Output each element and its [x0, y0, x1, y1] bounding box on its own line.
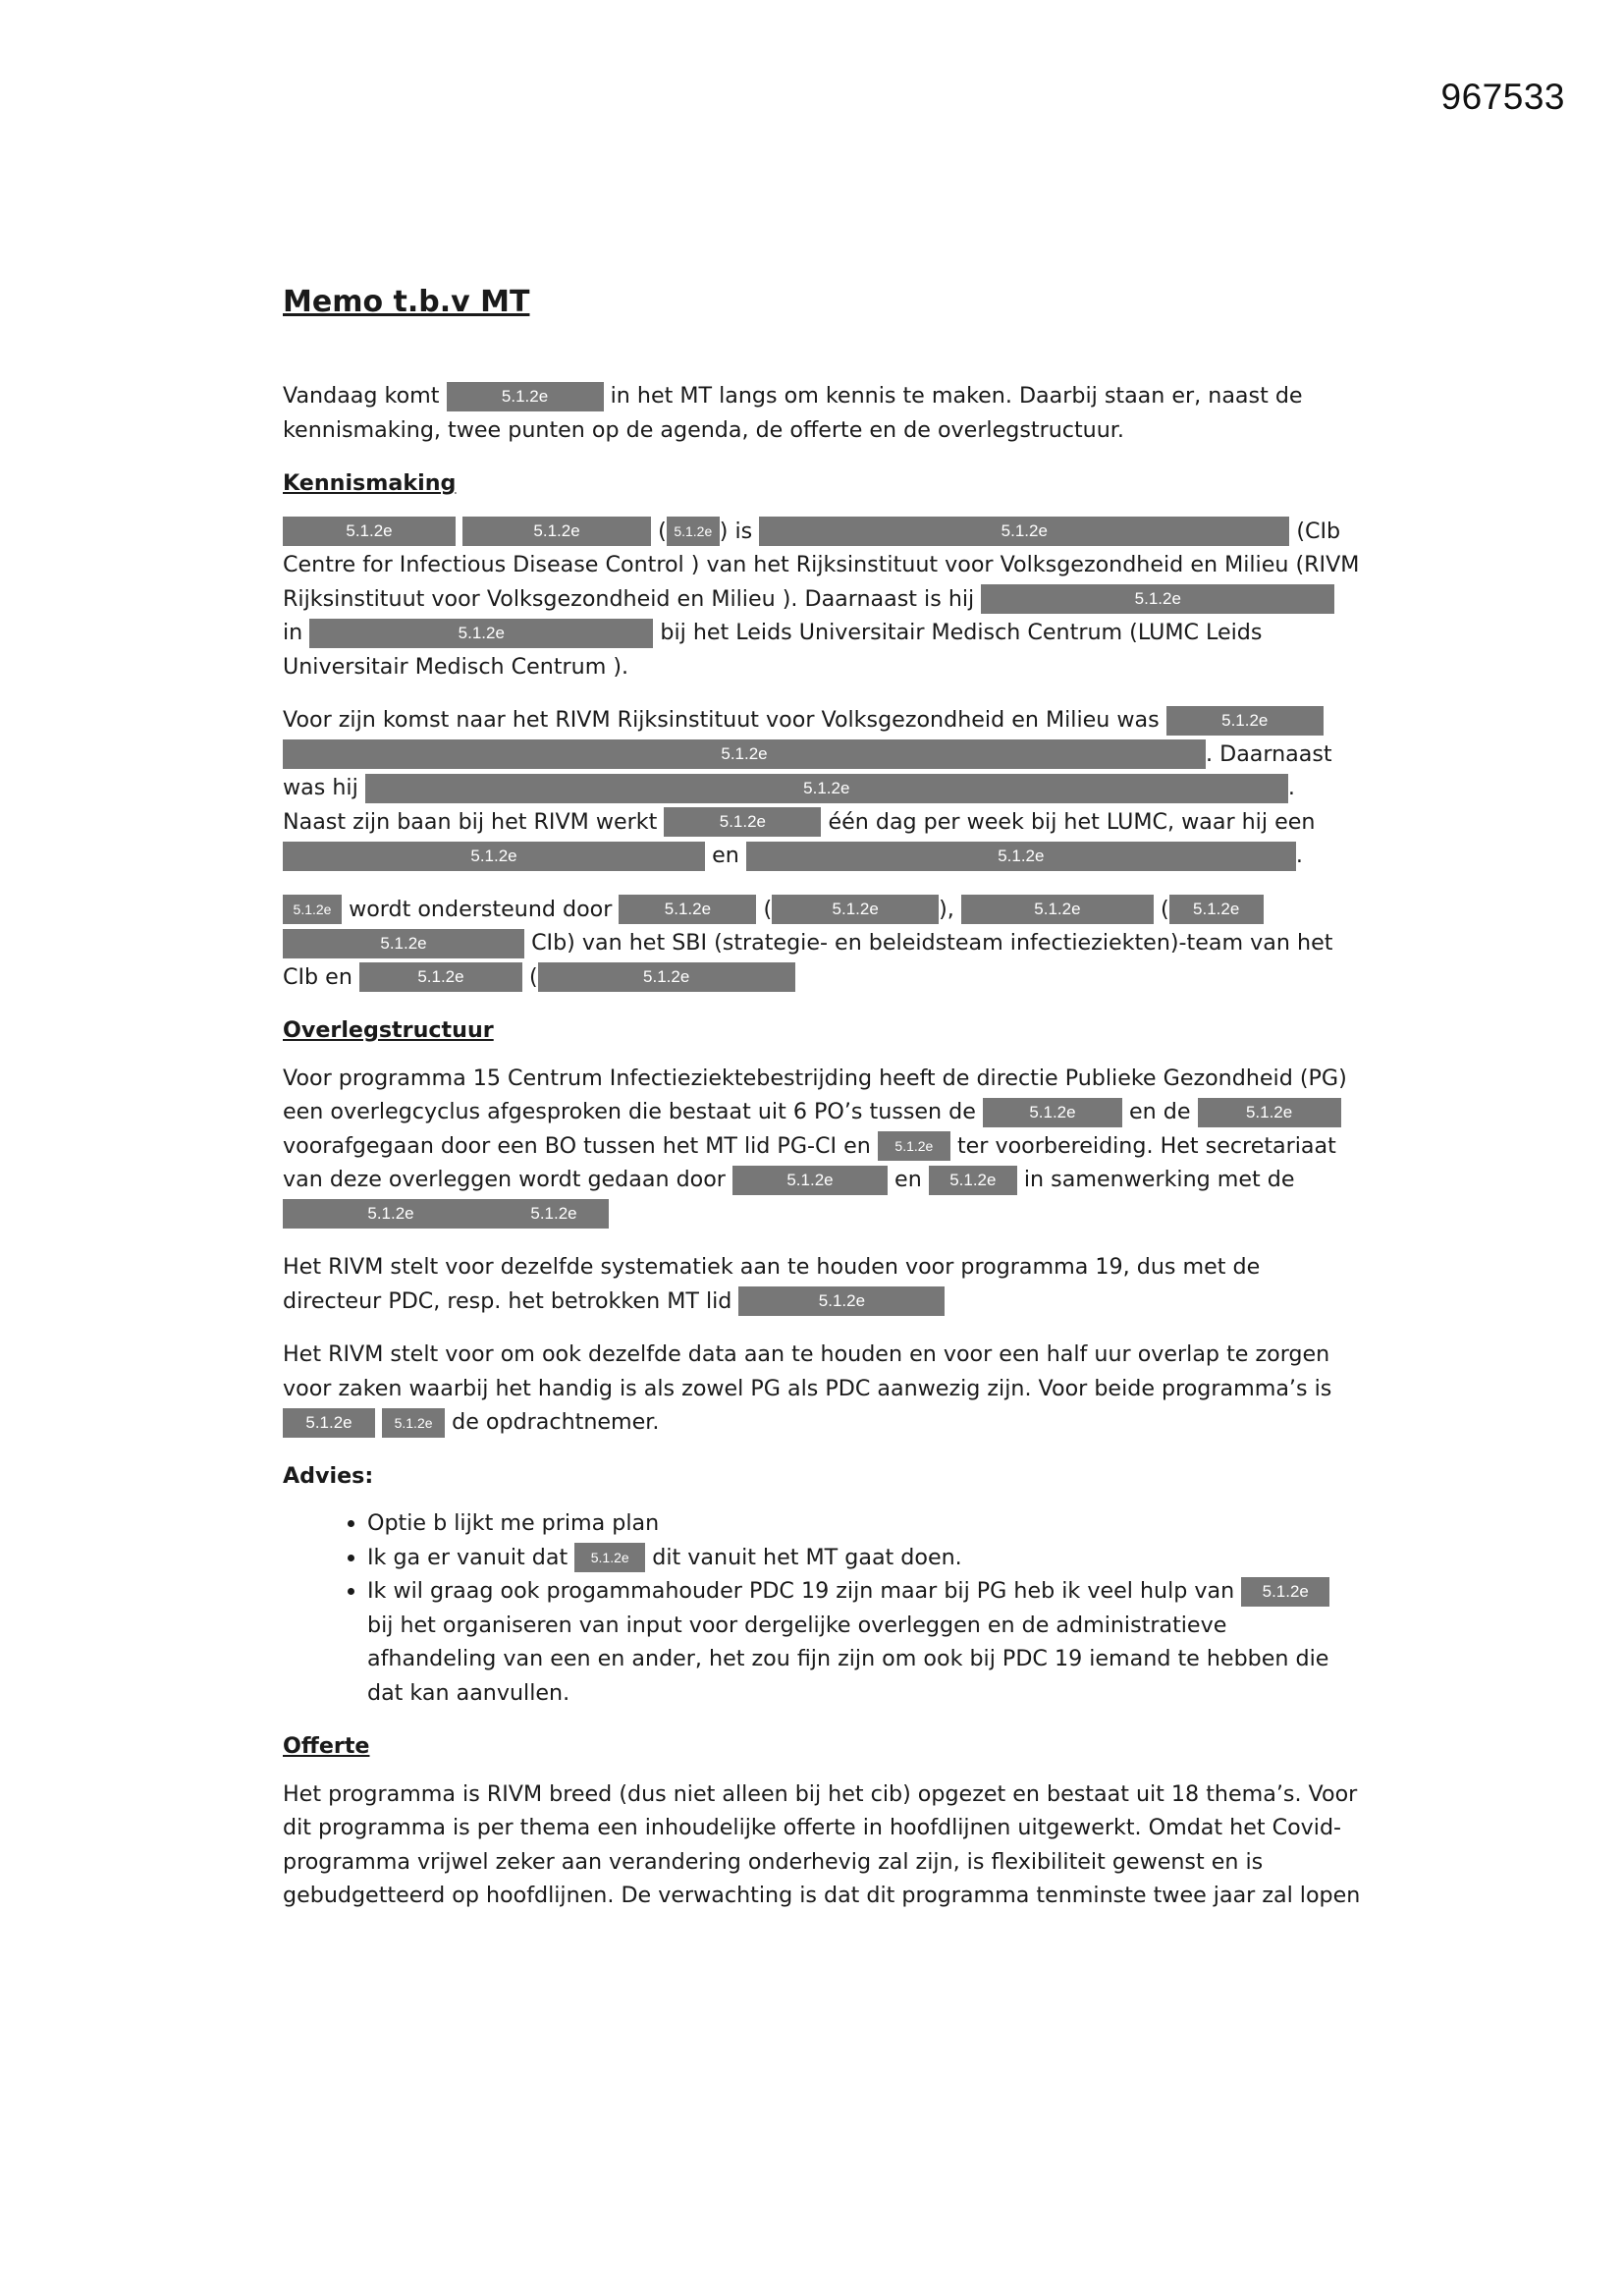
paragraph-text: ( — [529, 963, 538, 990]
paragraph-text: ) is — [719, 518, 753, 544]
redaction-box: 5.1.2e — [983, 1098, 1122, 1127]
paragraph-text: . — [1295, 843, 1303, 868]
redaction-box: 5.1.2e — [772, 895, 939, 924]
redaction-box: 5.1.2e — [283, 929, 524, 958]
redaction-box: 5.1.2e — [447, 382, 604, 411]
kennismaking-paragraph-3 — [283, 893, 1361, 995]
redaction-box: 5.1.2e — [499, 1199, 609, 1229]
paragraph-text: Naast zijn baan bij het RIVM werkt — [283, 808, 658, 835]
redaction-box: 5.1.2e — [283, 517, 456, 546]
redaction-box: 5.1.2e — [283, 739, 1206, 769]
redaction-box: 5.1.2e — [365, 774, 1288, 803]
redaction-box: 5.1.2e — [283, 895, 342, 924]
paragraph-text: . Daarnaast was hij — [283, 740, 1332, 800]
paragraph-text: ( — [1161, 896, 1169, 922]
redaction-box: 5.1.2e — [462, 517, 651, 546]
paragraph-text: . — [1287, 775, 1295, 800]
paragraph-text: ter voorbereiding. Het secretariaat van deze overleggen wordt gedaan door — [283, 1132, 1336, 1192]
redaction-box: 5.1.2e — [929, 1166, 1017, 1195]
redaction-box: 5.1.2e — [1241, 1577, 1329, 1607]
redaction-box: 5.1.2e — [574, 1543, 645, 1572]
redaction-box: 5.1.2e — [283, 842, 705, 871]
redaction-box: 5.1.2e — [981, 584, 1334, 614]
overleg-paragraph-2 — [283, 1250, 1361, 1318]
paragraph-text: bij het Leids Universitair Medisch Centrum (LUMC Leids Universitair Medisch Centrum ). — [283, 620, 1263, 680]
paragraph-text: (CIb Centre for Infectious Disease Control ) van het Rijksinstituut voor Volksgezondheid en Milieu (RIVM Rijksinstituut voor Volksgezondheid en Milieu ). Daarnaast is hij — [283, 518, 1360, 612]
memo-title: Memo t.b.v MT — [283, 285, 530, 319]
redaction-box: 5.1.2e — [732, 1166, 888, 1195]
paragraph-text: CIb) van het SBI (strategie- en beleidsteam infectieziekten)-team van het CIb en — [283, 930, 1333, 990]
paragraph-text: in samenwerking met de — [1023, 1167, 1295, 1192]
redaction-box: 5.1.2e — [382, 1408, 445, 1438]
paragraph-text: en — [894, 1167, 922, 1192]
redaction-box: 5.1.2e — [759, 517, 1289, 546]
paragraph-text: en de — [1129, 1099, 1191, 1124]
redaction-box: 5.1.2e — [878, 1131, 950, 1161]
redaction-box: 5.1.2e — [667, 517, 720, 546]
list-item: • Ik ga er vanuit dat 5.1.2e dit vanuit het MT gaat doen. — [367, 1541, 1361, 1575]
heading-kennismaking: Kennismaking — [283, 470, 457, 496]
redaction-box: 5.1.2e — [738, 1286, 945, 1316]
paragraph-text: en — [712, 843, 739, 868]
advies-list — [283, 1506, 1361, 1710]
offerte-paragraph: Het programma is RIVM breed (dus niet alleen bij het cib) opgezet en bestaat uit 18 thema’s. Voor dit programma is per thema een inhoudelijke offerte in hoofdlijnen uitgewerkt. Omdat het Covid-programma vrijwel zeker aan verandering onderhevig zal zijn, is flexibiliteit gewenst en is gebudgetteerd op hoofdlijnen. De verwachting is dat dit programma tenminste twee jaar zal lopen — [283, 1780, 1361, 1908]
overleg-paragraph-3 — [283, 1338, 1361, 1440]
intro-text: in het MT langs om kennis te maken. Daarbij staan er, naast de kennismaking, twee punten op de agenda, de offerte en de overlegstructuur. — [283, 383, 1303, 443]
list-item: • Ik wil graag ook progammahouder PDC 19 zijn maar bij PG heb ik veel hulp van 5.1.2e bij het organiseren van input voor dergelijke overleggen en de administratieve afhandeling van een en ander, het zou fijn zijn om ook bij PDC 19 iemand te hebben die dat kan aanvullen. — [367, 1574, 1361, 1710]
document-id: 967533 — [1440, 77, 1565, 117]
paragraph-text: de opdrachtnemer. — [452, 1409, 660, 1435]
redaction-box: 5.1.2e — [309, 619, 653, 648]
paragraph-text: voorafgegaan door een BO tussen het MT lid PG-CI en — [283, 1132, 871, 1159]
paragraph-text: één dag per week bij het LUMC, waar hij een — [828, 808, 1316, 835]
paragraph-text: wordt ondersteund door — [349, 896, 613, 922]
redaction-box: 5.1.2e — [746, 842, 1296, 871]
intro-text: Vandaag komt — [283, 383, 440, 409]
heading-advies: Advies: — [283, 1462, 374, 1489]
redaction-box: 5.1.2e — [359, 962, 522, 992]
redaction-box: 5.1.2e — [538, 962, 795, 992]
paragraph-text: ), — [939, 896, 954, 922]
redaction-box: 5.1.2e — [619, 895, 756, 924]
kennismaking-paragraph-2 — [283, 703, 1361, 873]
paragraph-text: ( — [763, 896, 773, 922]
redaction-box: 5.1.2e — [1169, 895, 1264, 924]
memo-body — [283, 283, 1361, 1933]
redaction-box: 5.1.2e — [283, 1408, 375, 1438]
redaction-box: 5.1.2e — [283, 1199, 499, 1229]
redaction-box: 5.1.2e — [664, 807, 821, 837]
redaction-box: 5.1.2e — [961, 895, 1154, 924]
overleg-paragraph-1 — [283, 1062, 1361, 1231]
kennismaking-paragraph-1 — [283, 515, 1361, 684]
redaction-box: 5.1.2e — [1198, 1098, 1341, 1127]
list-item: • Optie b lijkt me prima plan — [367, 1506, 1361, 1541]
paragraph-text: ( — [658, 518, 667, 544]
paragraph-text: Het RIVM stelt voor dezelfde systematiek aan te houden voor programma 19, dus met de directeur PDC, resp. het betrokken MT lid — [283, 1254, 1261, 1314]
heading-offerte: Offerte — [283, 1733, 370, 1759]
intro-paragraph — [283, 379, 1361, 447]
paragraph-text: Het RIVM stelt voor om ook dezelfde data aan te houden en voor een half uur overlap te zorgen voor zaken waarbij het handig is als zowel PG als PDC aanwezig zijn. Voor beide programma’s is — [283, 1341, 1332, 1401]
paragraph-text: Voor programma 15 Centrum Infectieziektebestrijding heeft de directie Publieke Gezondheid (PG) een overlegcyclus afgesproken die bestaat uit 6 PO’s tussen de — [283, 1065, 1347, 1124]
paragraph-text: in — [283, 620, 303, 645]
paragraph-text: Voor zijn komst naar het RIVM Rijksinstituut voor Volksgezondheid en Milieu was — [283, 707, 1160, 733]
redaction-box: 5.1.2e — [1166, 706, 1324, 736]
heading-overlegstructuur: Overlegstructuur — [283, 1017, 494, 1043]
